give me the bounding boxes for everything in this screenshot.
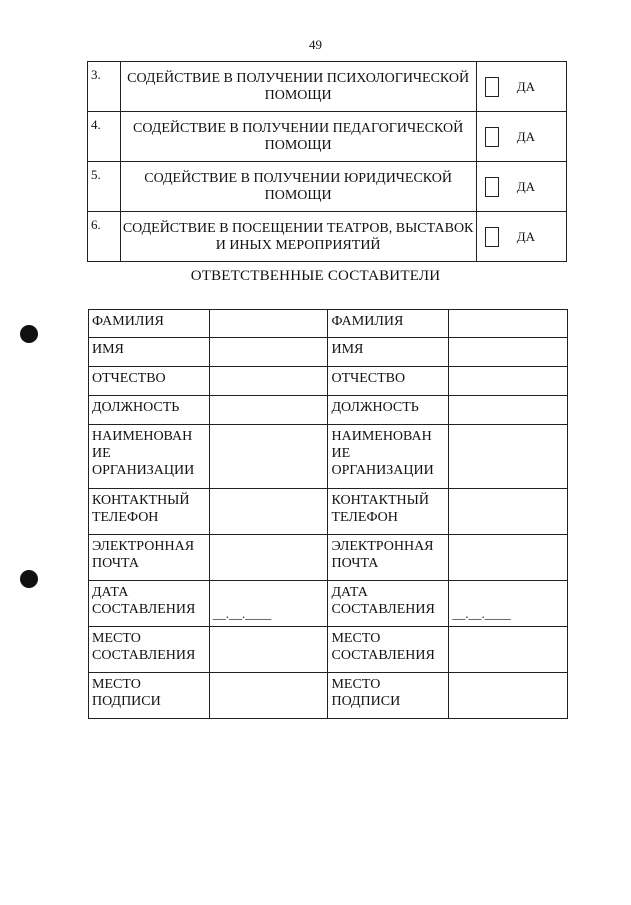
date-placeholder: __.__.____ bbox=[212, 606, 272, 621]
field-label: ОТЧЕСТВО bbox=[328, 367, 449, 396]
field-label: НАИМЕНОВАН ИЕ ОРГАНИЗАЦИИ bbox=[328, 425, 449, 489]
service-number: 3. bbox=[88, 62, 121, 112]
compiler-row bbox=[89, 425, 568, 489]
compilers-table bbox=[88, 309, 568, 719]
field-value[interactable] bbox=[449, 425, 568, 489]
compiler-row bbox=[89, 627, 568, 673]
yes-checkbox[interactable] bbox=[485, 227, 499, 247]
service-row bbox=[88, 62, 567, 112]
service-title: СОДЕЙСТВИЕ В ПОЛУЧЕНИИ ЮРИДИЧЕСКОЙ ПОМОЩИ bbox=[120, 162, 476, 212]
field-label: МЕСТО ПОДПИСИ bbox=[328, 673, 449, 719]
service-check-cell bbox=[476, 112, 566, 162]
field-label: ДАТА СОСТАВЛЕНИЯ bbox=[89, 581, 210, 627]
field-label: ФАМИЛИЯ bbox=[328, 310, 449, 338]
compiler-row bbox=[89, 338, 568, 367]
field-value[interactable] bbox=[209, 338, 328, 367]
field-label: КОНТАКТНЫЙ ТЕЛЕФОН bbox=[89, 489, 210, 535]
field-label: ИМЯ bbox=[328, 338, 449, 367]
field-label: МЕСТО ПОДПИСИ bbox=[89, 673, 210, 719]
field-label: ДАТА СОСТАВЛЕНИЯ bbox=[328, 581, 449, 627]
date-field[interactable] bbox=[449, 581, 568, 627]
service-row bbox=[88, 112, 567, 162]
field-value[interactable] bbox=[449, 535, 568, 581]
compiler-row bbox=[89, 396, 568, 425]
service-check-cell bbox=[476, 62, 566, 112]
compiler-row bbox=[89, 489, 568, 535]
field-label: ФАМИЛИЯ bbox=[89, 310, 210, 338]
field-label: МЕСТО СОСТАВЛЕНИЯ bbox=[89, 627, 210, 673]
field-value[interactable] bbox=[449, 338, 568, 367]
page-number: 49 bbox=[309, 37, 322, 52]
field-label: ДОЛЖНОСТЬ bbox=[89, 396, 210, 425]
compiler-row bbox=[89, 535, 568, 581]
yes-checkbox[interactable] bbox=[485, 127, 499, 147]
field-value[interactable] bbox=[449, 489, 568, 535]
field-label: НАИМЕНОВАН ИЕ ОРГАНИЗАЦИИ bbox=[89, 425, 210, 489]
field-label: ИМЯ bbox=[89, 338, 210, 367]
field-value[interactable] bbox=[209, 367, 328, 396]
field-value[interactable] bbox=[209, 310, 328, 338]
field-label: ДОЛЖНОСТЬ bbox=[328, 396, 449, 425]
service-number: 6. bbox=[88, 212, 121, 262]
field-label: ЭЛЕКТРОННАЯ ПОЧТА bbox=[89, 535, 210, 581]
field-label: ОТЧЕСТВО bbox=[89, 367, 210, 396]
field-value[interactable] bbox=[209, 535, 328, 581]
field-value[interactable] bbox=[449, 627, 568, 673]
field-value[interactable] bbox=[209, 673, 328, 719]
field-label: КОНТАКТНЫЙ ТЕЛЕФОН bbox=[328, 489, 449, 535]
yes-label: ДА bbox=[516, 129, 535, 144]
field-value[interactable] bbox=[449, 673, 568, 719]
yes-checkbox[interactable] bbox=[485, 77, 499, 97]
service-row bbox=[88, 212, 567, 262]
service-title: СОДЕЙСТВИЕ В ПОЛУЧЕНИИ ПЕДАГОГИЧЕСКОЙ ПОМОЩИ bbox=[120, 112, 476, 162]
service-check-cell bbox=[476, 162, 566, 212]
date-field[interactable] bbox=[209, 581, 328, 627]
field-label: МЕСТО СОСТАВЛЕНИЯ bbox=[328, 627, 449, 673]
compiler-row bbox=[89, 310, 568, 338]
service-number: 5. bbox=[88, 162, 121, 212]
date-placeholder: __.__.____ bbox=[452, 606, 511, 621]
field-value[interactable] bbox=[209, 396, 328, 425]
service-number: 4. bbox=[88, 112, 121, 162]
yes-label: ДА bbox=[516, 229, 535, 244]
section-title: ОТВЕТСТВЕННЫЕ СОСТАВИТЕЛИ bbox=[190, 268, 441, 284]
field-value[interactable] bbox=[209, 627, 328, 673]
field-value[interactable] bbox=[449, 367, 568, 396]
field-value[interactable] bbox=[209, 489, 328, 535]
service-title: СОДЕЙСТВИЕ В ПОСЕЩЕНИИ ТЕАТРОВ, ВЫСТАВОК И ИНЫХ МЕРОПРИЯТИЙ bbox=[120, 212, 476, 262]
services-table bbox=[87, 61, 567, 262]
field-value[interactable] bbox=[209, 425, 328, 489]
binder-hole-icon bbox=[20, 570, 38, 588]
yes-label: ДА bbox=[516, 179, 535, 194]
compiler-row bbox=[89, 367, 568, 396]
service-check-cell bbox=[476, 212, 566, 262]
field-label: ЭЛЕКТРОННАЯ ПОЧТА bbox=[328, 535, 449, 581]
field-value[interactable] bbox=[449, 310, 568, 338]
binder-hole-icon bbox=[20, 325, 38, 343]
compiler-row bbox=[89, 673, 568, 719]
service-title: СОДЕЙСТВИЕ В ПОЛУЧЕНИИ ПСИХОЛОГИЧЕСКОЙ ПОМОЩИ bbox=[120, 62, 476, 112]
yes-checkbox[interactable] bbox=[485, 177, 499, 197]
service-row bbox=[88, 162, 567, 212]
compiler-row bbox=[89, 581, 568, 627]
yes-label: ДА bbox=[516, 79, 535, 94]
field-value[interactable] bbox=[449, 396, 568, 425]
